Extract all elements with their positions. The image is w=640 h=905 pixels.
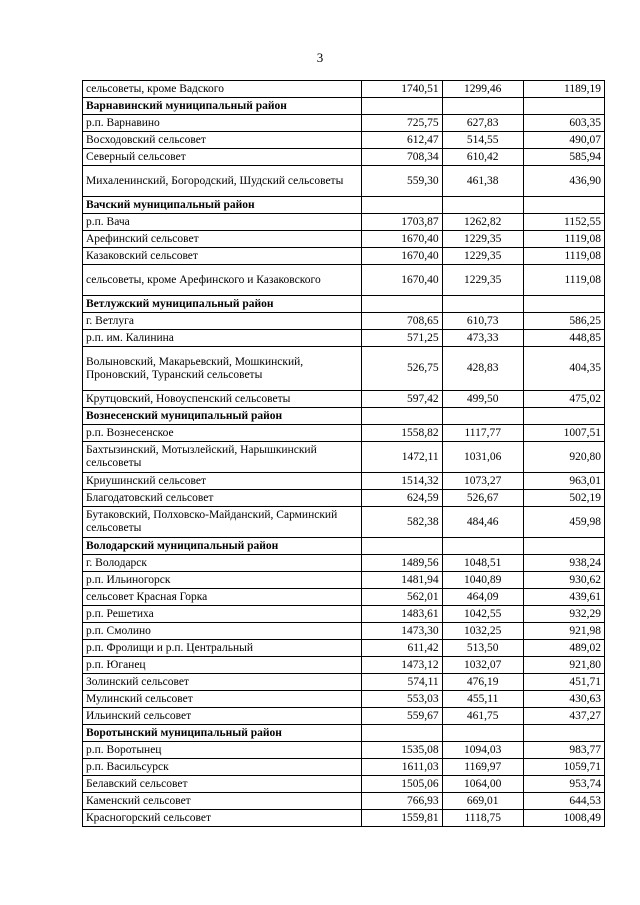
value-cell-2: 455,11 <box>442 691 523 708</box>
settlement-name: р.п. Смолино <box>83 623 362 640</box>
value-cell-3: 585,94 <box>523 149 604 166</box>
table-row <box>83 691 605 708</box>
settlement-name: Восходовский сельсовет <box>83 132 362 149</box>
empty-cell <box>442 197 523 214</box>
settlement-name: р.п. Решетиха <box>83 606 362 623</box>
value-cell-2: 461,38 <box>442 166 523 197</box>
settlement-name: г. Ветлуга <box>83 313 362 330</box>
table-row <box>83 115 605 132</box>
value-cell-1: 559,30 <box>361 166 442 197</box>
value-cell-2: 1169,97 <box>442 759 523 776</box>
district-name: Варнавинский муниципальный район <box>83 98 362 115</box>
settlement-name: р.п. Васильсурск <box>83 759 362 776</box>
value-cell-1: 1559,81 <box>361 810 442 827</box>
empty-cell <box>361 725 442 742</box>
value-cell-2: 1064,00 <box>442 776 523 793</box>
empty-cell <box>361 98 442 115</box>
value-cell-1: 766,93 <box>361 793 442 810</box>
empty-cell <box>361 197 442 214</box>
settlement-name: Мулинский сельсовет <box>83 691 362 708</box>
value-cell-2: 1032,07 <box>442 657 523 674</box>
table-row <box>83 442 605 473</box>
settlement-name: р.п. Юганец <box>83 657 362 674</box>
empty-cell <box>523 408 604 425</box>
value-cell-3: 921,80 <box>523 657 604 674</box>
table-row <box>83 657 605 674</box>
district-name: Володарский муниципальный район <box>83 538 362 555</box>
table-row <box>83 347 605 391</box>
value-cell-3: 953,74 <box>523 776 604 793</box>
settlement-name: р.п. Воротынец <box>83 742 362 759</box>
value-cell-3: 437,27 <box>523 708 604 725</box>
value-cell-2: 428,83 <box>442 347 523 391</box>
district-name: Вачский муниципальный район <box>83 197 362 214</box>
value-cell-2: 484,46 <box>442 507 523 538</box>
value-cell-1: 1472,11 <box>361 442 442 473</box>
value-cell-2: 473,33 <box>442 330 523 347</box>
table-row <box>83 425 605 442</box>
value-cell-1: 725,75 <box>361 115 442 132</box>
district-header-row <box>83 296 605 313</box>
value-cell-3: 1059,71 <box>523 759 604 776</box>
value-cell-2: 1094,03 <box>442 742 523 759</box>
settlement-name: Северный сельсовет <box>83 149 362 166</box>
table-row <box>83 674 605 691</box>
value-cell-1: 574,11 <box>361 674 442 691</box>
empty-cell <box>361 538 442 555</box>
value-cell-2: 1117,77 <box>442 425 523 442</box>
value-cell-3: 1119,08 <box>523 248 604 265</box>
settlement-name: Бахтызинский, Мотызлейский, Нарышкинский сельсоветы <box>83 442 362 473</box>
table-row <box>83 589 605 606</box>
value-cell-2: 1118,75 <box>442 810 523 827</box>
district-name: Ветлужский муниципальный район <box>83 296 362 313</box>
value-cell-1: 582,38 <box>361 507 442 538</box>
settlement-name: сельсоветы, кроме Арефинского и Казаковского <box>83 265 362 296</box>
table-row <box>83 248 605 265</box>
value-cell-1: 1670,40 <box>361 231 442 248</box>
value-cell-2: 514,55 <box>442 132 523 149</box>
empty-cell <box>442 725 523 742</box>
settlement-name: г. Володарск <box>83 555 362 572</box>
value-cell-2: 513,50 <box>442 640 523 657</box>
value-cell-1: 624,59 <box>361 490 442 507</box>
value-cell-1: 559,67 <box>361 708 442 725</box>
value-cell-2: 1073,27 <box>442 473 523 490</box>
value-cell-3: 1007,51 <box>523 425 604 442</box>
settlement-name: Красногорский сельсовет <box>83 810 362 827</box>
value-cell-1: 1514,32 <box>361 473 442 490</box>
value-cell-1: 1558,82 <box>361 425 442 442</box>
empty-cell <box>361 408 442 425</box>
value-cell-3: 490,07 <box>523 132 604 149</box>
value-cell-2: 476,19 <box>442 674 523 691</box>
value-cell-1: 1473,12 <box>361 657 442 674</box>
settlement-name: Ильинский сельсовет <box>83 708 362 725</box>
value-cell-3: 404,35 <box>523 347 604 391</box>
settlement-name: Криушинский сельсовет <box>83 473 362 490</box>
value-cell-1: 1670,40 <box>361 265 442 296</box>
value-cell-2: 1042,55 <box>442 606 523 623</box>
value-cell-2: 1048,51 <box>442 555 523 572</box>
table-row <box>83 490 605 507</box>
tariff-table-body <box>83 81 605 827</box>
value-cell-1: 612,47 <box>361 132 442 149</box>
table-row <box>83 132 605 149</box>
value-cell-3: 1152,55 <box>523 214 604 231</box>
settlement-name: р.п. Фролищи и р.п. Центральный <box>83 640 362 657</box>
value-cell-3: 436,90 <box>523 166 604 197</box>
table-row <box>83 776 605 793</box>
value-cell-2: 499,50 <box>442 391 523 408</box>
district-header-row <box>83 725 605 742</box>
value-cell-2: 627,83 <box>442 115 523 132</box>
value-cell-3: 963,01 <box>523 473 604 490</box>
empty-cell <box>442 538 523 555</box>
table-row <box>83 166 605 197</box>
district-header-row <box>83 197 605 214</box>
value-cell-2: 610,42 <box>442 149 523 166</box>
value-cell-3: 451,71 <box>523 674 604 691</box>
value-cell-1: 708,34 <box>361 149 442 166</box>
value-cell-2: 1229,35 <box>442 265 523 296</box>
value-cell-2: 1262,82 <box>442 214 523 231</box>
settlement-name: Бутаковский, Полховско-Майданский, Сарминский сельсоветы <box>83 507 362 538</box>
district-header-row <box>83 538 605 555</box>
table-row <box>83 708 605 725</box>
value-cell-3: 983,77 <box>523 742 604 759</box>
value-cell-1: 1489,56 <box>361 555 442 572</box>
value-cell-3: 475,02 <box>523 391 604 408</box>
table-row <box>83 149 605 166</box>
value-cell-3: 1119,08 <box>523 231 604 248</box>
settlement-name: Благодатовский сельсовет <box>83 490 362 507</box>
value-cell-3: 430,63 <box>523 691 604 708</box>
settlement-name: Волыновский, Макарьевский, Мошкинский, Проновский, Туранский сельсоветы <box>83 347 362 391</box>
value-cell-3: 586,25 <box>523 313 604 330</box>
value-cell-1: 562,01 <box>361 589 442 606</box>
value-cell-2: 1040,89 <box>442 572 523 589</box>
value-cell-2: 610,73 <box>442 313 523 330</box>
value-cell-3: 1119,08 <box>523 265 604 296</box>
table-row <box>83 81 605 98</box>
table-row <box>83 473 605 490</box>
settlement-name: р.п. Варнавино <box>83 115 362 132</box>
page-number: 3 <box>316 50 324 65</box>
table-row <box>83 572 605 589</box>
table-row <box>83 507 605 538</box>
value-cell-2: 1299,46 <box>442 81 523 98</box>
value-cell-1: 553,03 <box>361 691 442 708</box>
settlement-name: Белавский сельсовет <box>83 776 362 793</box>
value-cell-2: 1229,35 <box>442 248 523 265</box>
empty-cell <box>523 725 604 742</box>
district-name: Воротынский муниципальный район <box>83 725 362 742</box>
value-cell-3: 930,62 <box>523 572 604 589</box>
empty-cell <box>523 538 604 555</box>
value-cell-2: 1031,06 <box>442 442 523 473</box>
value-cell-2: 461,75 <box>442 708 523 725</box>
settlement-name: Каменский сельсовет <box>83 793 362 810</box>
value-cell-1: 1481,94 <box>361 572 442 589</box>
value-cell-1: 526,75 <box>361 347 442 391</box>
table-row <box>83 793 605 810</box>
table-row <box>83 330 605 347</box>
value-cell-1: 597,42 <box>361 391 442 408</box>
settlement-name: сельсовет Красная Горка <box>83 589 362 606</box>
settlement-name: р.п. Ильиногорск <box>83 572 362 589</box>
value-cell-1: 611,42 <box>361 640 442 657</box>
table-row <box>83 231 605 248</box>
settlement-name: р.п. им. Калинина <box>83 330 362 347</box>
settlement-name: р.п. Вача <box>83 214 362 231</box>
table-row <box>83 555 605 572</box>
value-cell-3: 920,80 <box>523 442 604 473</box>
table-row <box>83 810 605 827</box>
value-cell-1: 1670,40 <box>361 248 442 265</box>
value-cell-1: 1611,03 <box>361 759 442 776</box>
table-row <box>83 759 605 776</box>
value-cell-1: 1703,87 <box>361 214 442 231</box>
value-cell-3: 459,98 <box>523 507 604 538</box>
value-cell-2: 464,09 <box>442 589 523 606</box>
value-cell-1: 1740,51 <box>361 81 442 98</box>
empty-cell <box>442 408 523 425</box>
table-row <box>83 742 605 759</box>
value-cell-3: 502,19 <box>523 490 604 507</box>
district-header-row <box>83 98 605 115</box>
value-cell-3: 439,61 <box>523 589 604 606</box>
empty-cell <box>442 98 523 115</box>
table-row <box>83 214 605 231</box>
table-row <box>83 640 605 657</box>
table-row <box>83 606 605 623</box>
value-cell-3: 932,29 <box>523 606 604 623</box>
district-header-row <box>83 408 605 425</box>
district-name: Вознесенский муниципальный район <box>83 408 362 425</box>
value-cell-2: 1032,25 <box>442 623 523 640</box>
table-row <box>83 623 605 640</box>
value-cell-3: 921,98 <box>523 623 604 640</box>
empty-cell <box>523 197 604 214</box>
tariff-table <box>82 80 605 827</box>
value-cell-1: 1535,08 <box>361 742 442 759</box>
value-cell-3: 1189,19 <box>523 81 604 98</box>
value-cell-3: 448,85 <box>523 330 604 347</box>
value-cell-1: 1473,30 <box>361 623 442 640</box>
settlement-name: Казаковский сельсовет <box>83 248 362 265</box>
empty-cell <box>442 296 523 313</box>
value-cell-3: 1008,49 <box>523 810 604 827</box>
settlement-name: Золинский сельсовет <box>83 674 362 691</box>
value-cell-1: 1505,06 <box>361 776 442 793</box>
value-cell-2: 1229,35 <box>442 231 523 248</box>
value-cell-3: 644,53 <box>523 793 604 810</box>
settlement-name: Михаленинский, Богородский, Шудский сельсоветы <box>83 166 362 197</box>
settlement-name: Крутцовский, Новоуспенский сельсоветы <box>83 391 362 408</box>
value-cell-1: 1483,61 <box>361 606 442 623</box>
settlement-name: Арефинский сельсовет <box>83 231 362 248</box>
value-cell-3: 603,35 <box>523 115 604 132</box>
empty-cell <box>361 296 442 313</box>
table-row <box>83 265 605 296</box>
table-row <box>83 313 605 330</box>
value-cell-3: 489,02 <box>523 640 604 657</box>
table-row <box>83 391 605 408</box>
value-cell-3: 938,24 <box>523 555 604 572</box>
value-cell-1: 571,25 <box>361 330 442 347</box>
settlement-name: сельсоветы, кроме Вадского <box>83 81 362 98</box>
value-cell-2: 526,67 <box>442 490 523 507</box>
empty-cell <box>523 296 604 313</box>
value-cell-1: 708,65 <box>361 313 442 330</box>
value-cell-2: 669,01 <box>442 793 523 810</box>
empty-cell <box>523 98 604 115</box>
settlement-name: р.п. Вознесенское <box>83 425 362 442</box>
